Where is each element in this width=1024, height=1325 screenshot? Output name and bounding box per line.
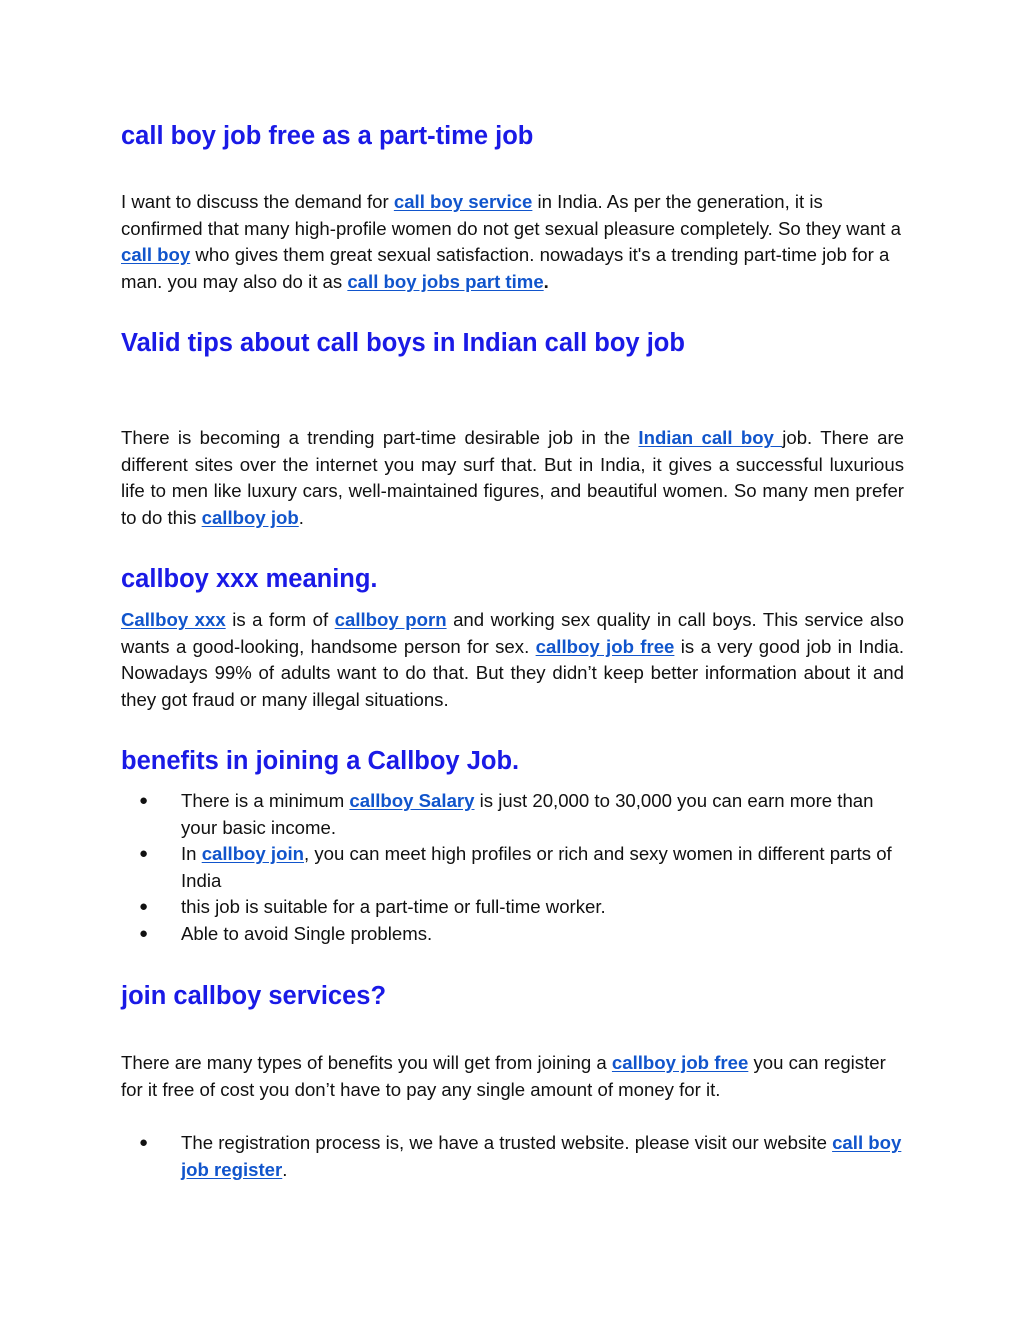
list-item — [121, 921, 904, 948]
bullet-icon: ● — [139, 1134, 149, 1151]
bullet-icon: ● — [139, 792, 149, 809]
link-call-boy-service[interactable]: call boy service — [393, 191, 533, 212]
link-callboy-job[interactable]: callboy job — [201, 506, 299, 528]
heading-join-callboy-services: join callboy services? — [121, 982, 387, 1010]
bullet-text: , you can meet high profiles or rich and sexy women in different parts of India — [181, 843, 892, 891]
meaning-text-3: is a very good job in India. Nowadays 99% of adults want to do that. But they didn’t keep better information about it and they got fraud or many illegal situations. — [121, 635, 904, 710]
intro-text-3: who gives them great sexual satisfaction. nowadays it's a trending part-time job for a man. you may also do it as — [121, 244, 890, 292]
paragraph-intro — [121, 189, 904, 295]
bullet-text: . — [282, 1158, 288, 1180]
link-call-boy[interactable]: call boy — [121, 244, 191, 265]
paragraph-meaning — [121, 607, 904, 713]
intro-text-4: . — [543, 270, 549, 292]
tips-text-2: job. There are different sites over the internet you may surf that. But in India, it gives a successful luxurious life to men like luxury cars, well-maintained figures, and beautiful women. So many men prefer to do this — [121, 427, 904, 528]
bullet-text: is just 20,000 to 30,000 you can earn more than your basic income. — [181, 790, 874, 838]
link-indian-call-boy[interactable]: Indian call boy — [638, 427, 783, 448]
list-item — [121, 894, 904, 921]
link-call-boy-job-register[interactable]: call boy job register — [181, 1132, 902, 1180]
link-callboy-salary[interactable]: callboy Salary — [349, 790, 475, 811]
list-item — [121, 841, 904, 894]
meaning-text-2: and working sex quality in call boys. This service also wants a good-looking, handsome person for sex. — [121, 609, 904, 657]
paragraph-join — [121, 1050, 904, 1103]
bullet-text: In — [181, 843, 202, 864]
bullet-text: There is a minimum — [181, 790, 350, 811]
paragraph-tips — [121, 425, 904, 531]
intro-text-2: in India. As per the generation, it is confirmed that many high-profile women do not get sexual pleasure completely. So they want a — [121, 191, 901, 239]
link-call-boy-jobs-part-time[interactable]: call boy jobs part time — [347, 270, 544, 292]
link-callboy-porn[interactable]: callboy porn — [334, 609, 447, 630]
link-callboy-join[interactable]: callboy join — [201, 843, 304, 864]
bullet-icon: ● — [139, 898, 149, 915]
link-callboy-job-free-2[interactable]: callboy job free — [611, 1052, 749, 1073]
link-callboy-job-free[interactable]: callboy job free — [535, 635, 675, 657]
bullet-icon: ● — [139, 845, 149, 862]
join-text-1: There are many types of benefits you will get from joining a — [121, 1052, 612, 1073]
tips-text-3: . — [298, 506, 304, 528]
benefits-list — [121, 788, 904, 947]
join-text-2: you can register for it free of cost you don’t have to pay any single amount of money for it. — [121, 1052, 886, 1100]
heading-callboy-xxx-meaning: callboy xxx meaning. — [121, 565, 378, 593]
link-callboy-xxx[interactable]: Callboy xxx — [121, 609, 226, 630]
bullet-text: Able to avoid Single problems. — [181, 922, 433, 944]
bullet-icon: ● — [139, 924, 149, 942]
heading-call-boy-job-free: call boy job free as a part-time job — [121, 122, 534, 150]
tips-text-1: There is becoming a trending part-time desirable job in the — [121, 427, 639, 448]
intro-text-1: I want to discuss the demand for — [121, 191, 394, 212]
list-item — [121, 1130, 904, 1183]
heading-benefits: benefits in joining a Callboy Job. — [121, 747, 520, 775]
bullet-text: The registration process is, we have a trusted website. please visit our website — [181, 1132, 833, 1153]
list-item — [121, 788, 904, 841]
meaning-text-1: is a form of — [225, 609, 335, 630]
registration-list — [121, 1130, 904, 1183]
bullet-text: this job is suitable for a part-time or full-time worker. — [181, 896, 606, 917]
heading-valid-tips: Valid tips about call boys in Indian call boy job — [121, 329, 685, 357]
